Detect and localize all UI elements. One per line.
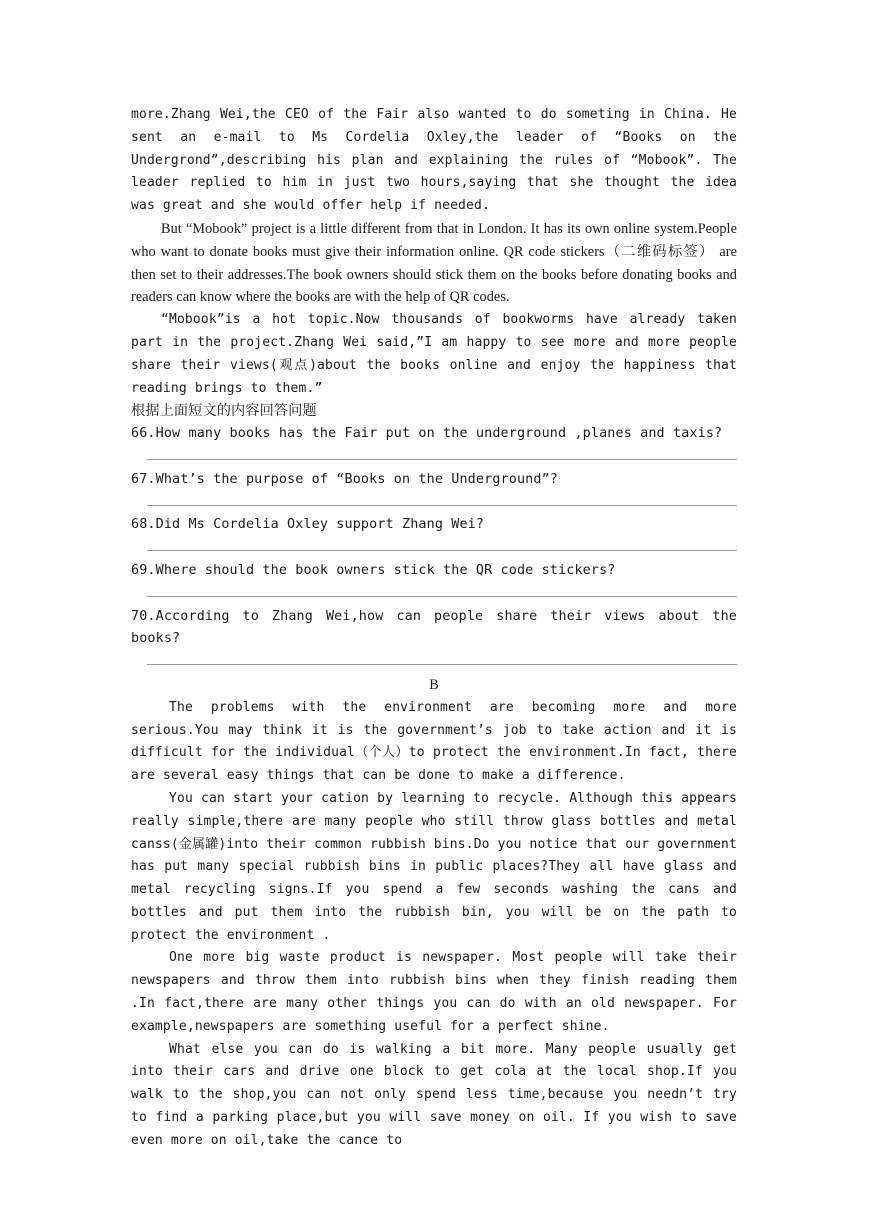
- passage-a-paragraph-1: more.Zhang Wei,the CEO of the Fair also wanted to do someting in China. He sent an e-mail to Ms Cordelia Oxley,the leader of “Books on the Undergrond”,describing his plan and explaining the rules of “Mobook”. The leader replied to him in just two hours,saying that she thought the idea was great and she would offer help if needed.: [131, 107, 737, 214]
- answer-line-70[interactable]: [131, 651, 737, 674]
- question-66: 66.How many books has the Fair put on the underground ,planes and taxis?: [131, 426, 723, 442]
- answer-line-69[interactable]: [131, 583, 737, 606]
- section-b-paragraph-2: You can start your cation by learning to recycle. Although this appears really simple,there are many people who still throw glass bottles and metal canss(金属罐)into their common rubbish bins.Do you notice that our government has put many special rubbish bins in public places?They all have glass and metal recycling signs.If you spend a few seconds washing the cans and bottles and put them into the rubbish bin, you will be on the path to protect the environment .: [131, 790, 737, 943]
- section-b-paragraph-3: One more big waste product is newspaper. Most people will take their newspapers and throw them into rubbish bins when they finish reading them .In fact,there are many other things you can do with an old newspaper. For example,newspapers are something useful for a perfect shine.: [131, 950, 737, 1034]
- answer-line-67[interactable]: [131, 492, 737, 515]
- instruction-text: 根据上面短文的内容回答问题: [131, 403, 317, 420]
- document-page: [131, 104, 737, 1153]
- section-b-heading: B: [429, 676, 439, 693]
- answer-line-66[interactable]: [131, 446, 737, 469]
- passage-a-paragraph-2: But “Mobook” project is a little different from that in London. It has its own online system.People who want to donate books must give their information online. QR code stickers（二维码标签） are then set to their addresses.The book owners should stick them on the books before donating books and readers can know where the books are with the help of QR codes.: [131, 220, 737, 306]
- question-67: 67.What’s the purpose of “Books on the Underground”?: [131, 471, 559, 487]
- question-70: 70.According to Zhang Wei,how can people share their views about the books?: [131, 608, 737, 647]
- question-68: 68.Did Ms Cordelia Oxley support Zhang Wei?: [131, 517, 485, 533]
- question-69: 69.Where should the book owners stick the QR code stickers?: [131, 562, 616, 578]
- section-b-paragraph-4: What else you can do is walking a bit more. Many people usually get into their cars and drive one block to get cola at the local shop.If you walk to the shop,you can not only spend less time,because you needn’t try to find a parking place,but you will save money on oil. If you wish to save even more on oil,take the cance to: [131, 1041, 737, 1148]
- passage-a-paragraph-3: “Mobook”is a hot topic.Now thousands of bookworms have already taken part in the project.Zhang Wei said,”I am happy to see more and more people share their views(观点)about the books online and enjoy the happiness that reading brings to them.”: [131, 312, 737, 396]
- section-b-paragraph-1: The problems with the environment are becoming more and more serious.You may think it is the government’s job to take action and it is difficult for the individual（个人）to protect the environment.In fact, there are several easy things that can be done to make a difference.: [131, 699, 737, 784]
- answer-line-68[interactable]: [131, 537, 737, 560]
